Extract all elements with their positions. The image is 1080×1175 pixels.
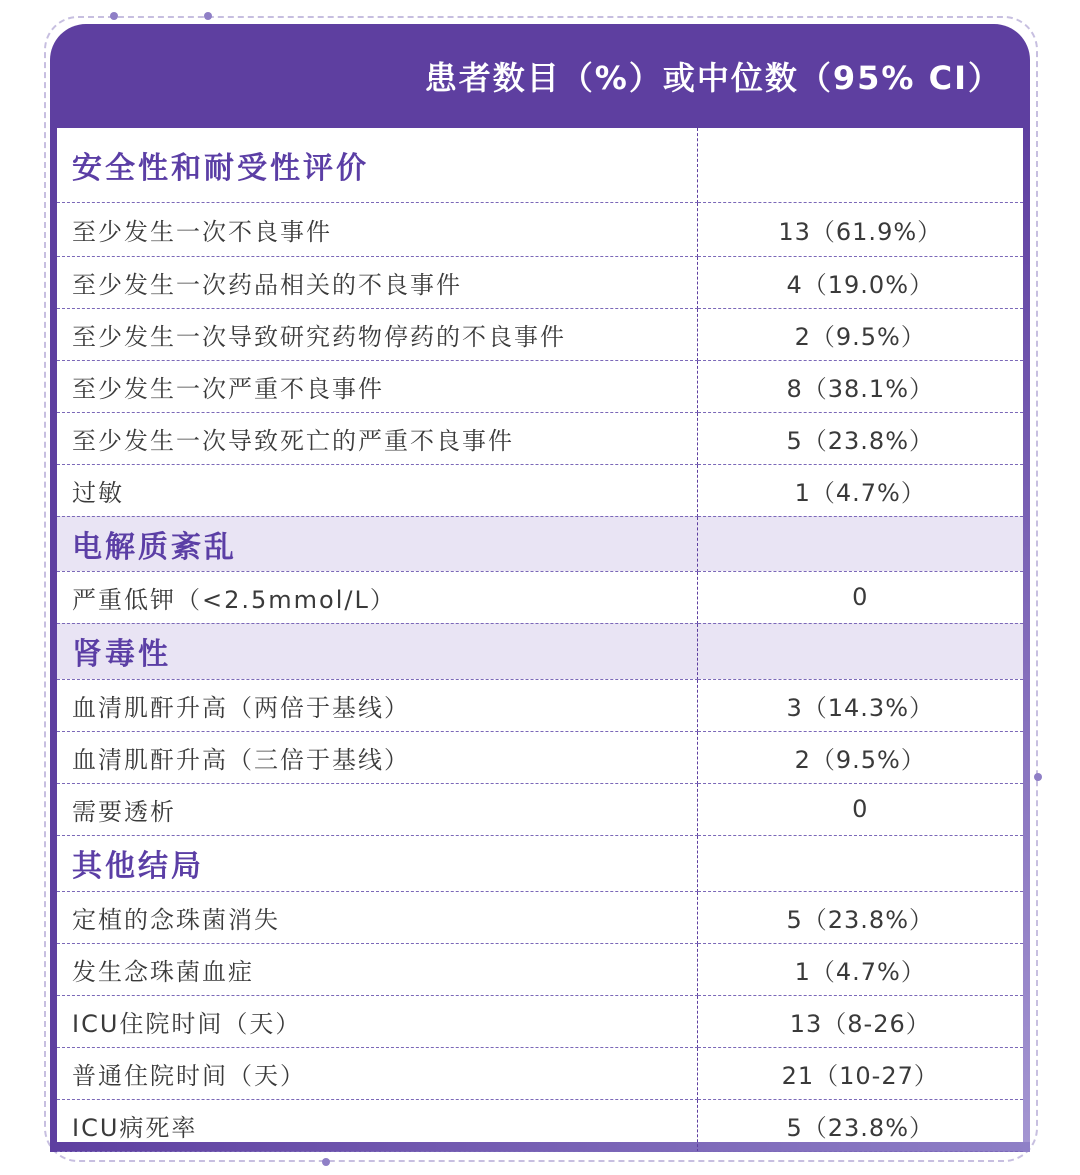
section-value-empty (697, 128, 1023, 202)
results-card (50, 24, 1030, 1152)
table-header-title: 患者数目（%）或中位数（95% CI） (424, 59, 1002, 97)
table-row (57, 256, 1023, 308)
row-value: 1（4.7%） (697, 943, 1023, 995)
table-row (57, 783, 1023, 835)
row-label: 严重低钾（<2.5mmol/L） (57, 571, 697, 623)
section-value-empty (697, 516, 1023, 571)
row-label: 至少发生一次不良事件 (57, 202, 697, 256)
row-label: 至少发生一次严重不良事件 (57, 360, 697, 412)
row-label: ICU住院时间（天） (57, 995, 697, 1047)
row-value: 2（9.5%） (697, 731, 1023, 783)
table-body (57, 128, 1023, 1142)
row-label: 至少发生一次导致死亡的严重不良事件 (57, 412, 697, 464)
table-row (57, 891, 1023, 943)
section-nephrotoxicity-heading-row (57, 623, 1023, 679)
table-row (57, 731, 1023, 783)
table-row (57, 308, 1023, 360)
row-value: 13（8-26） (697, 995, 1023, 1047)
row-value: 0 (697, 571, 1023, 623)
row-label: 定植的念珠菌消失 (57, 891, 697, 943)
section-safety-heading-row (57, 128, 1023, 202)
row-label: 血清肌酐升高（三倍于基线） (57, 731, 697, 783)
section-value-empty (697, 835, 1023, 891)
table-row (57, 943, 1023, 995)
row-label: ICU病死率 (57, 1099, 697, 1151)
table-row (57, 412, 1023, 464)
decorative-dot (110, 12, 118, 20)
row-value: 3（14.3%） (697, 679, 1023, 731)
section-title: 安全性和耐受性评价 (57, 128, 697, 202)
row-value: 0 (697, 783, 1023, 835)
row-label: 至少发生一次药品相关的不良事件 (57, 256, 697, 308)
decorative-dot (322, 1158, 330, 1166)
table-row (57, 360, 1023, 412)
row-value: 5（23.8%） (697, 891, 1023, 943)
row-label: 至少发生一次导致研究药物停药的不良事件 (57, 308, 697, 360)
results-table (57, 128, 1023, 1152)
decorative-dot (204, 12, 212, 20)
row-value: 5（23.8%） (697, 1099, 1023, 1151)
table-row (57, 464, 1023, 516)
table-row (57, 1099, 1023, 1151)
row-value: 8（38.1%） (697, 360, 1023, 412)
table-row (57, 571, 1023, 623)
section-electrolyte-heading-row (57, 516, 1023, 571)
table-row (57, 1047, 1023, 1099)
row-value: 2（9.5%） (697, 308, 1023, 360)
row-value: 13（61.9%） (697, 202, 1023, 256)
section-title: 电解质紊乱 (57, 516, 697, 571)
row-value: 21（10-27） (697, 1047, 1023, 1099)
table-row (57, 202, 1023, 256)
card-edge-shade (1023, 128, 1030, 1152)
decorative-dot (1034, 773, 1042, 781)
row-label: 普通住院时间（天） (57, 1047, 697, 1099)
table-row (57, 679, 1023, 731)
row-label: 需要透析 (57, 783, 697, 835)
row-value: 4（19.0%） (697, 256, 1023, 308)
section-other-outcomes-heading-row (57, 835, 1023, 891)
section-title: 肾毒性 (57, 623, 697, 679)
row-label: 发生念珠菌血症 (57, 943, 697, 995)
row-label: 过敏 (57, 464, 697, 516)
section-value-empty (697, 623, 1023, 679)
table-row (57, 995, 1023, 1047)
row-value: 1（4.7%） (697, 464, 1023, 516)
row-value: 5（23.8%） (697, 412, 1023, 464)
section-title: 其他结局 (57, 835, 697, 891)
row-label: 血清肌酐升高（两倍于基线） (57, 679, 697, 731)
